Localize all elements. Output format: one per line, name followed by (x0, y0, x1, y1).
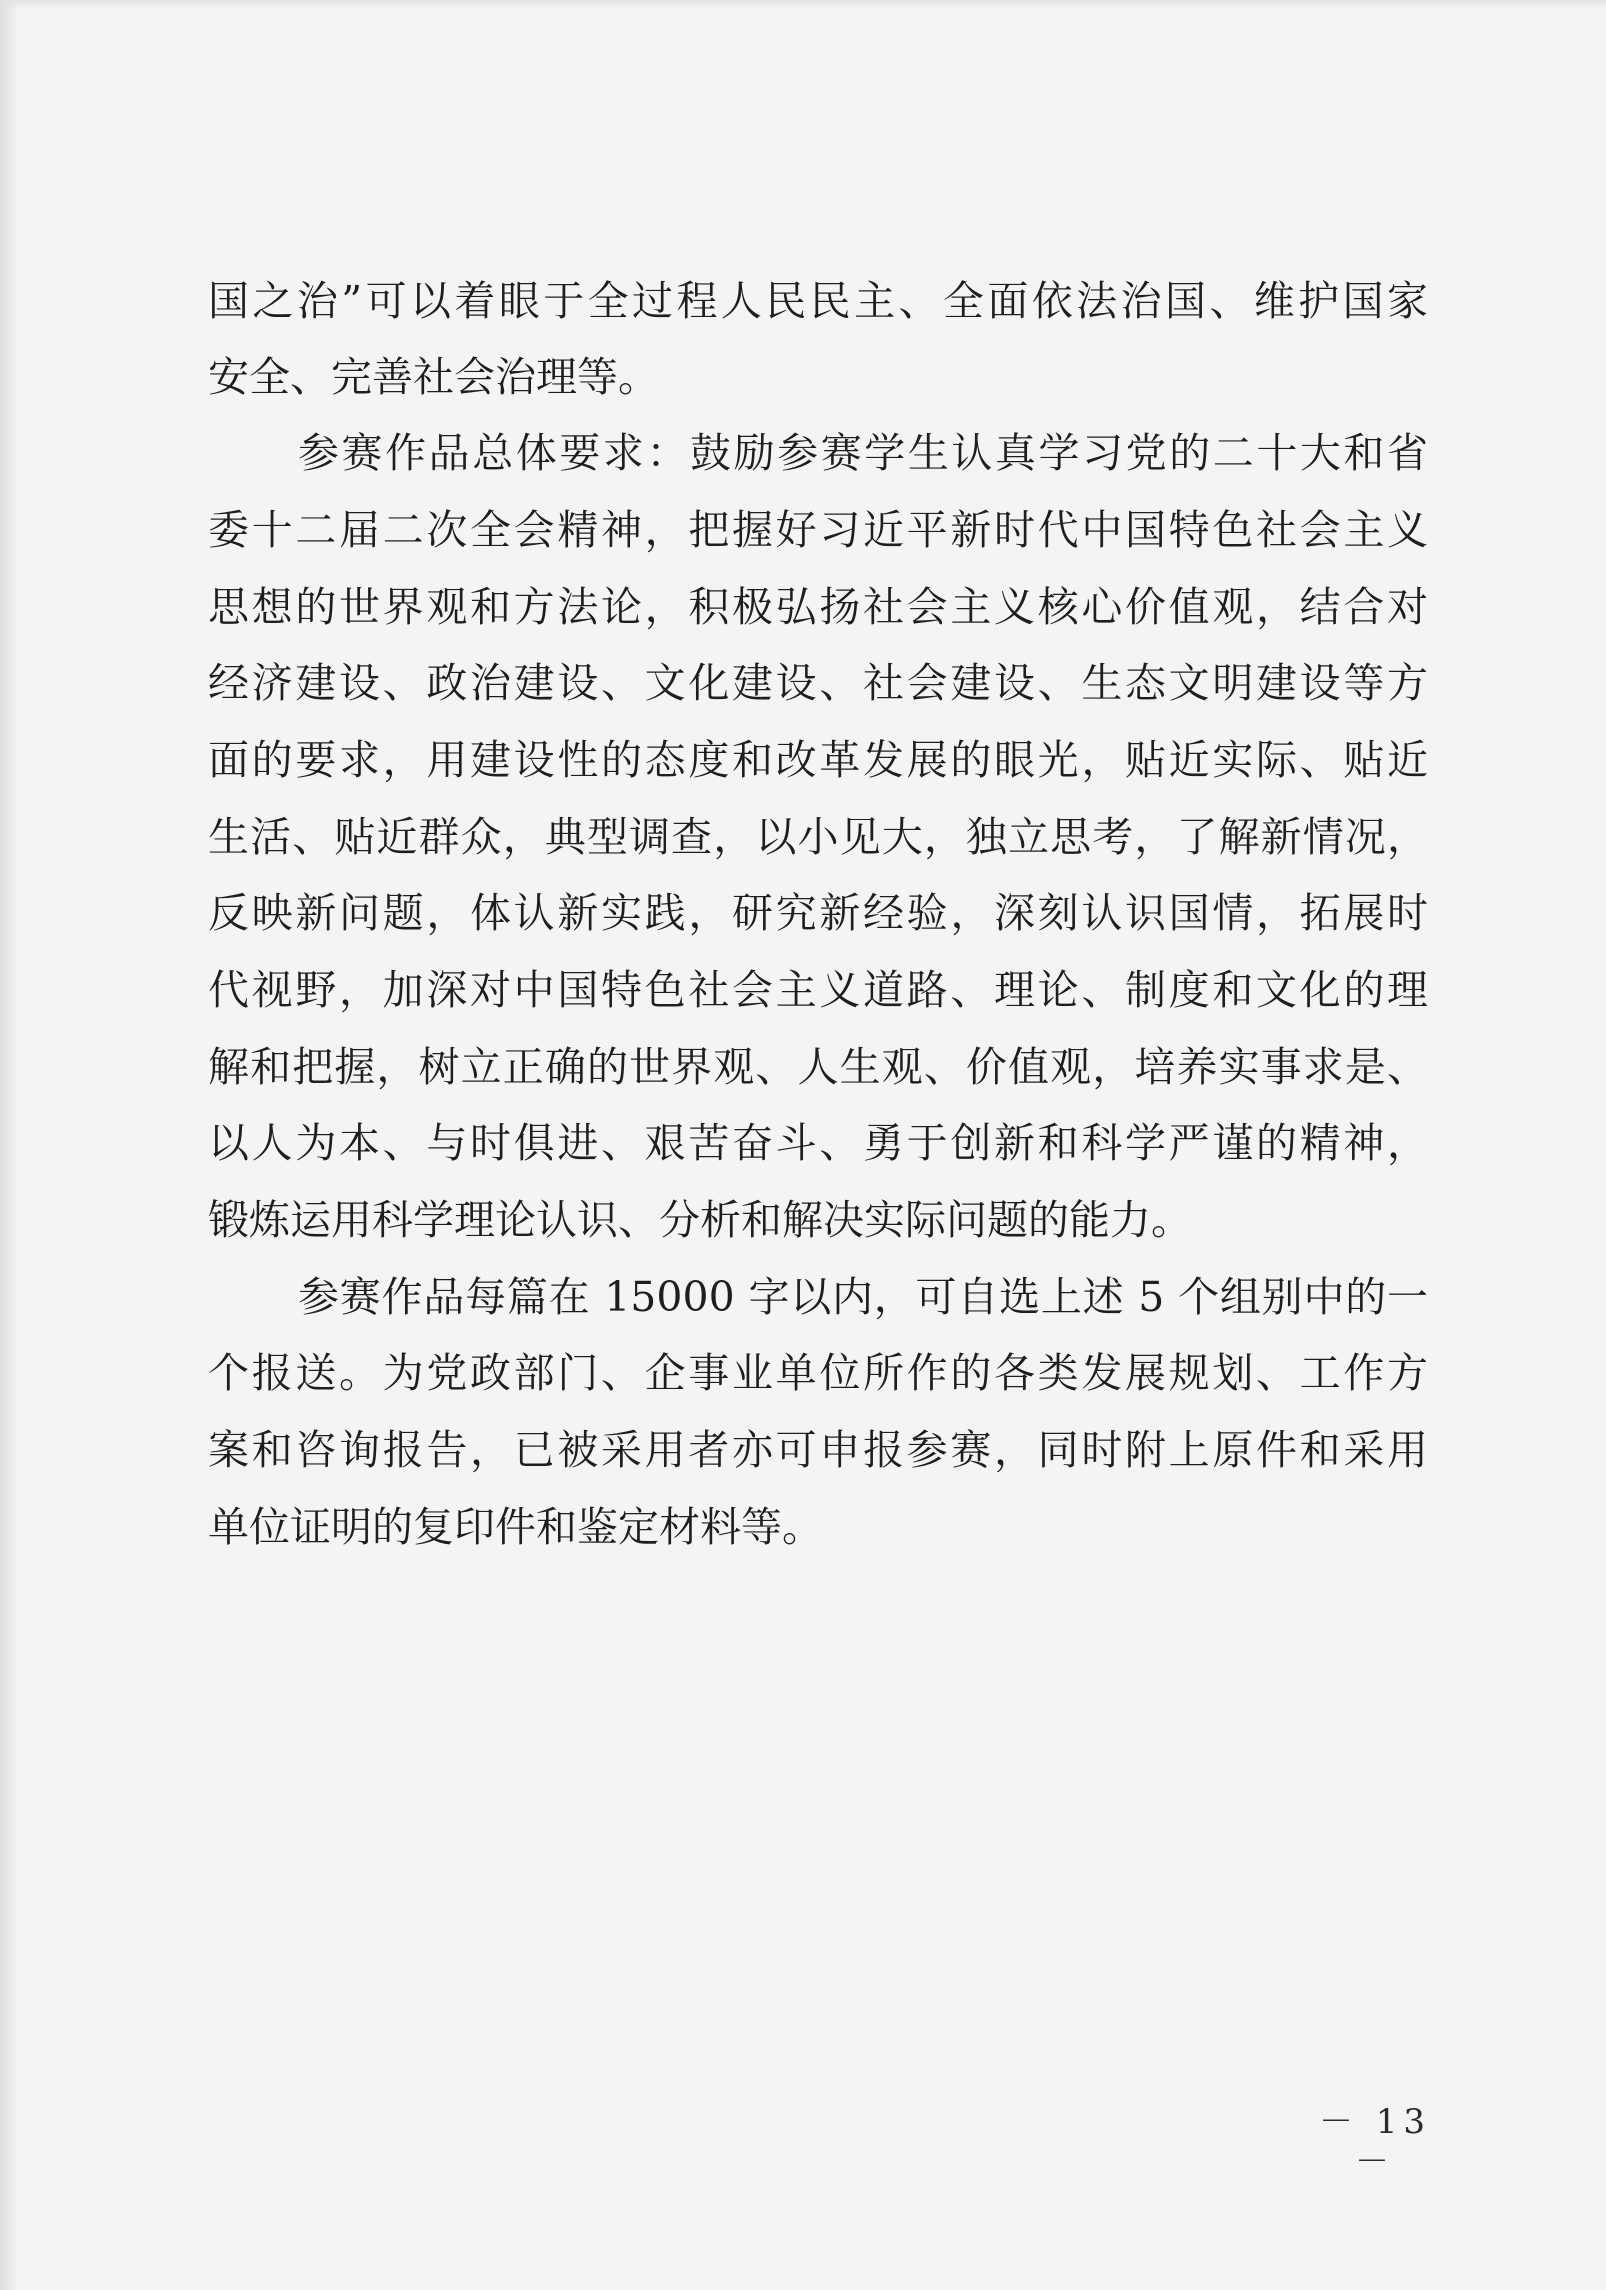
text-line: 解和把握，树立正确的世界观、人生观、价值观，培养实事求是、 (208, 1043, 1428, 1091)
page-number: － 13 － (1318, 2102, 1432, 2182)
text-line: 案和咨询报告，已被采用者亦可申报参赛，同时附上原件和采用 (208, 1426, 1428, 1474)
text-line: 安全、完善社会治理等。 (208, 353, 659, 401)
text-line: 经济建设、政治建设、文化建设、社会建设、生态文明建设等方 (208, 659, 1428, 707)
paragraph-first-line: 参赛作品每篇在 15000 字以内，可自选上述 5 个组别中的一 (298, 1273, 1428, 1321)
scan-edge-shadow (0, 0, 18, 2290)
text-line: 生活、贴近群众，典型调查，以小见大，独立思考，了解新情况， (208, 813, 1428, 861)
text-line: 反映新问题，体认新实践，研究新经验，深刻认识国情，拓展时 (208, 889, 1428, 937)
text-line: 委十二届二次全会精神，把握好习近平新时代中国特色社会主义 (208, 506, 1428, 554)
scan-top-shadow (0, 0, 1606, 10)
text-line: 代视野，加深对中国特色社会主义道路、理论、制度和文化的理 (208, 966, 1428, 1014)
text-line: 个报送。为党政部门、企事业单位所作的各类发展规划、工作方 (208, 1349, 1428, 1397)
text-line: 国之治”可以着眼于全过程人民民主、全面依法治国、维护国家 (208, 277, 1428, 325)
text-line: 锻炼运用科学理论认识、分析和解决实际问题的能力。 (208, 1196, 1192, 1244)
text-line: 思想的世界观和方法论，积极弘扬社会主义核心价值观，结合对 (208, 583, 1428, 631)
text-line: 单位证明的复印件和鉴定材料等。 (208, 1503, 823, 1551)
paragraph-first-line: 参赛作品总体要求：鼓励参赛学生认真学习党的二十大和省 (298, 429, 1428, 477)
text-line: 面的要求，用建设性的态度和改革发展的眼光，贴近实际、贴近 (208, 736, 1428, 784)
text-line: 以人为本、与时俱进、艰苦奋斗、勇于创新和科学严谨的精神， (208, 1119, 1428, 1167)
